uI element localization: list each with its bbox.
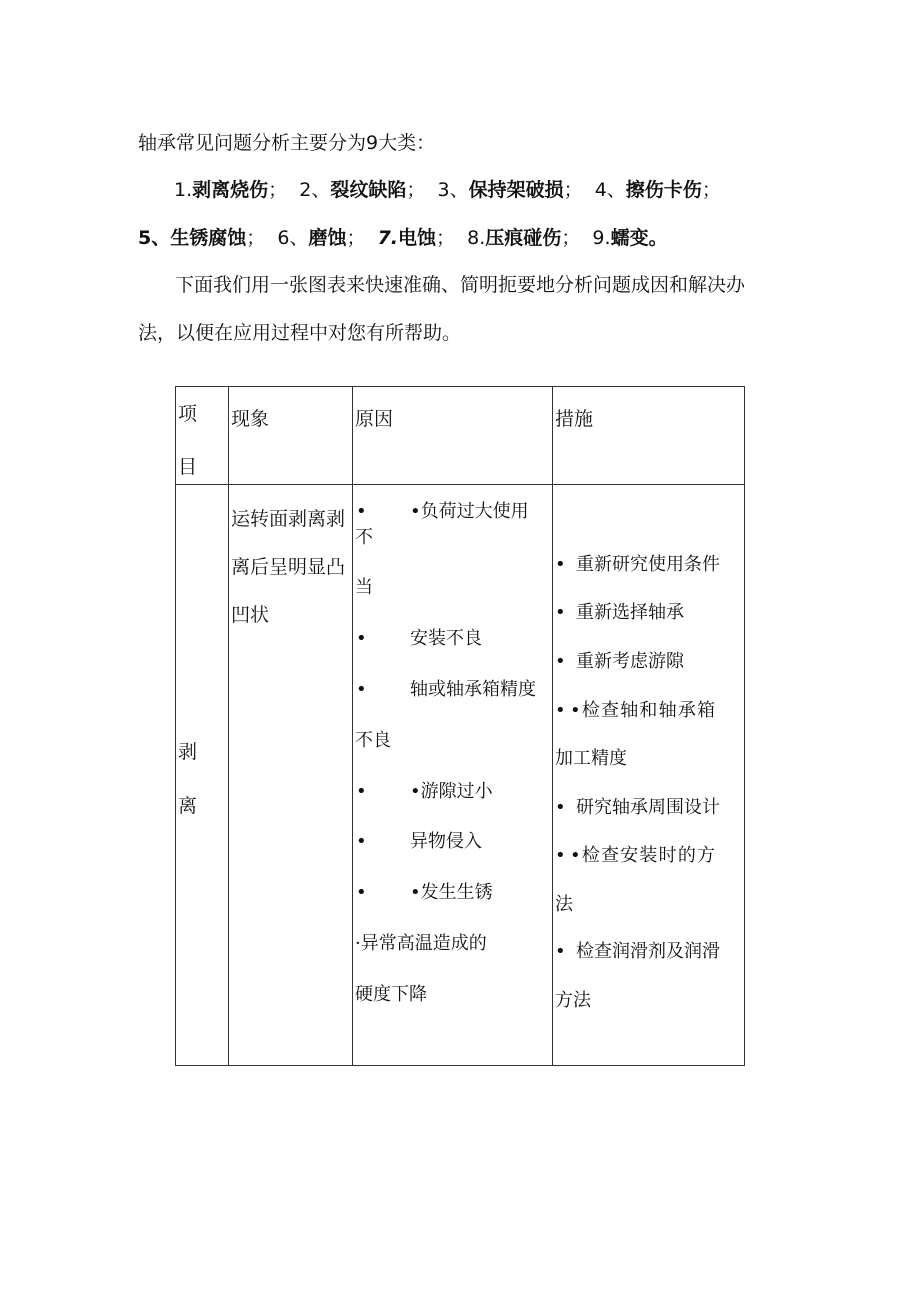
category-sep: ； bbox=[346, 227, 366, 249]
header-item-line-1: 项 bbox=[178, 403, 198, 425]
cause-bullet: • bbox=[356, 628, 367, 649]
header-item-line-2: 目 bbox=[178, 456, 198, 478]
measure-item: 重新考虑游隙 bbox=[576, 651, 684, 672]
measure-item-cont: 加工精度 bbox=[555, 748, 627, 769]
category-sep: ； bbox=[406, 179, 426, 201]
phenomenon-line: 凹状 bbox=[231, 604, 270, 626]
category-label: 压痕碰伤 bbox=[485, 227, 562, 249]
cause-item-cont: 当 bbox=[355, 577, 373, 598]
header-phenomenon: 现象 bbox=[231, 408, 270, 430]
category-prefix: 6、 bbox=[277, 227, 309, 249]
cause-bullet: • bbox=[356, 781, 367, 802]
cause-bullet: • bbox=[356, 831, 367, 852]
category-prefix: 8. bbox=[467, 227, 486, 249]
category-prefix: 2、 bbox=[299, 179, 331, 201]
measure-item: •检查轴和轴承箱 bbox=[570, 700, 717, 721]
category-sep: ； bbox=[701, 179, 721, 201]
category-label: 蠕变 bbox=[610, 227, 649, 249]
cause-item: •游隙过小 bbox=[410, 781, 493, 802]
category-label: 磨蚀 bbox=[308, 227, 347, 249]
cause-item-cont: 不 bbox=[355, 527, 373, 548]
table-divider bbox=[552, 387, 553, 1065]
cause-item: ·异常高温造成的 bbox=[355, 933, 487, 954]
header-cause: 原因 bbox=[355, 408, 394, 430]
category-sep: ； bbox=[268, 179, 288, 201]
table-divider bbox=[352, 387, 353, 1065]
category-prefix: 4、 bbox=[594, 179, 626, 201]
analysis-table bbox=[175, 386, 745, 1066]
category-list-line-2 bbox=[138, 226, 668, 250]
phenomenon-line: 离后呈明显凸 bbox=[231, 556, 346, 578]
cause-item-cont: 硬度下降 bbox=[355, 984, 427, 1005]
cause-item: •发生生锈 bbox=[410, 882, 493, 903]
category-sep: ； bbox=[561, 227, 581, 249]
category-list-line-1 bbox=[174, 178, 721, 202]
measure-bullet: • bbox=[555, 651, 566, 672]
category-label: 剥离烧伤 bbox=[192, 179, 269, 201]
measure-item: 重新选择轴承 bbox=[576, 602, 684, 623]
row-item-line-1: 剥 bbox=[178, 741, 198, 763]
measure-bullet: • bbox=[555, 700, 566, 721]
category-sep: ； bbox=[436, 227, 456, 249]
measure-item: 重新研究使用条件 bbox=[576, 554, 720, 575]
cause-item: •负荷过大使用 bbox=[410, 501, 529, 522]
cause-bullet: • bbox=[356, 679, 367, 700]
measure-item: •检查安装时的方 bbox=[570, 845, 717, 866]
cause-bullet: • bbox=[356, 882, 367, 903]
measure-bullet: • bbox=[555, 602, 566, 623]
paragraph-line-1: 下面我们用一张图表来快速准确、简明扼要地分析问题成因和解决办 bbox=[175, 274, 746, 296]
paragraph-line-2: 法，以便在应用过程中对您有所帮助。 bbox=[138, 322, 462, 344]
measure-item: 检查润滑剂及润滑 bbox=[576, 941, 720, 962]
row-item-line-2: 离 bbox=[178, 795, 198, 817]
intro-text: 轴承常见问题分析主要分为9大类： bbox=[138, 132, 436, 154]
phenomenon-line: 运转面剥离剥 bbox=[231, 508, 346, 530]
cause-item: 异物侵入 bbox=[410, 831, 482, 852]
category-prefix: 1. bbox=[174, 179, 193, 201]
table-divider bbox=[176, 484, 744, 485]
table-divider bbox=[228, 387, 229, 1065]
category-prefix: 3、 bbox=[437, 179, 469, 201]
measure-bullet: • bbox=[555, 845, 566, 866]
measure-bullet: • bbox=[555, 554, 566, 575]
category-sep: ； bbox=[563, 179, 583, 201]
category-label: 生锈腐蚀 bbox=[170, 227, 247, 249]
category-prefix: 5、 bbox=[138, 227, 171, 249]
cause-item: 安装不良 bbox=[410, 628, 482, 649]
category-label: 电蚀 bbox=[398, 227, 437, 249]
category-prefix: 7. bbox=[377, 227, 399, 249]
measure-item-cont: 方法 bbox=[555, 990, 591, 1011]
category-sep: 。 bbox=[648, 227, 668, 249]
header-measure: 措施 bbox=[555, 408, 594, 430]
category-sep: ； bbox=[246, 227, 266, 249]
category-label: 裂纹缺陷 bbox=[330, 179, 407, 201]
cause-bullet: • bbox=[356, 501, 367, 522]
category-label: 保持架破损 bbox=[468, 179, 564, 201]
cause-item-cont: 不良 bbox=[355, 730, 391, 751]
category-prefix: 9. bbox=[592, 227, 611, 249]
measure-item: 研究轴承周围设计 bbox=[576, 797, 720, 818]
category-label: 擦伤卡伤 bbox=[625, 179, 702, 201]
measure-bullet: • bbox=[555, 797, 566, 818]
measure-bullet: • bbox=[555, 941, 566, 962]
measure-item-cont: 法 bbox=[555, 894, 573, 915]
cause-item: 轴或轴承箱精度 bbox=[410, 679, 536, 700]
